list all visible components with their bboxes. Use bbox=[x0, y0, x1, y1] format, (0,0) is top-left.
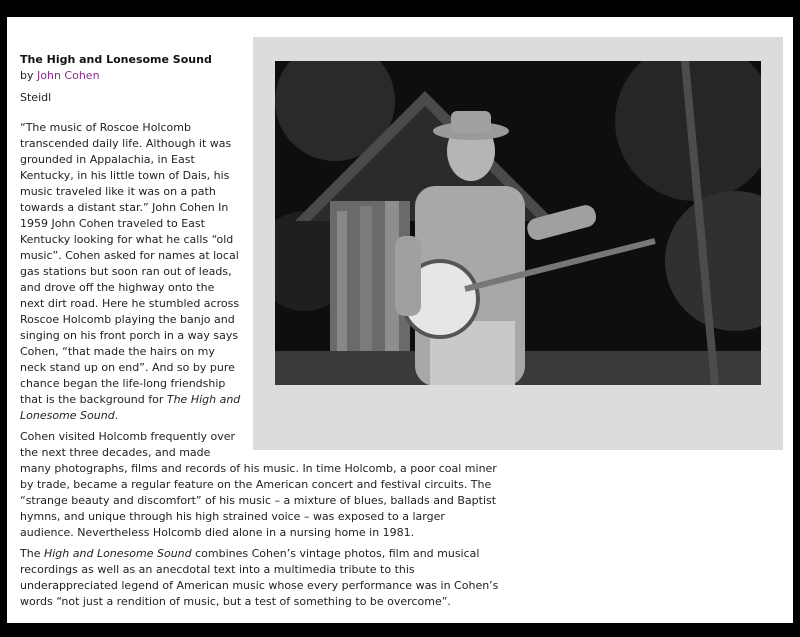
paragraph-intro-end: . bbox=[114, 409, 119, 422]
publisher: Steidl bbox=[20, 91, 52, 104]
paragraph-summary-title: High and Lonesome Sound bbox=[43, 547, 192, 560]
paragraph-intro-title: The High and Lonesome Sound bbox=[20, 393, 241, 422]
paragraph-summary bbox=[20, 546, 500, 610]
by-prefix: by bbox=[20, 69, 37, 82]
photo-image bbox=[275, 61, 761, 385]
banjo-player-photo bbox=[275, 61, 761, 385]
book-title: The High and Lonesome Sound bbox=[20, 53, 212, 66]
photo-frame bbox=[253, 37, 783, 450]
author-link[interactable]: John Cohen bbox=[37, 69, 100, 82]
paragraph-summary-start: The bbox=[20, 547, 44, 560]
paragraph-history: Cohen visited Holcomb frequently over the next three decades, and made many photographs, films and records of his music. In time Holcomb, a poor coal miner by trade, became a regular feature on the American concert and festival circuits. The “strange beauty and discomfort” of his music – a mixture of blues, ballads and Baptist hymns, and unique through his high strained voice – was exposed to a larger audience. Nevertheless Holcomb died alone in a nursing home in 1981. bbox=[20, 430, 497, 539]
page bbox=[7, 17, 793, 623]
paragraph-summary-text: combines Cohen’s vintage photos, film and musical recordings as well as an anecdotal text into a multimedia tribute to this underappreciated legend of American music whose every performance was in Cohen’s words “not just a rendition of music, but a test of something to be overcome”. bbox=[20, 547, 499, 608]
article bbox=[20, 52, 500, 615]
paragraph-intro-text: “The music of Roscoe Holcomb transcended daily life. Although it was grounded in Appalachia, in East Kentucky, in his little town of Dais, his music traveled like it was on a path towards a distant star.” John Cohen In 1959 John Cohen traveled to East Kentucky looking for what he calls “old music”. Cohen asked for names at local gas stations but soon ran out of leads, and drove off the highway onto the next dirt road. Here he stumbled across Roscoe Holcomb playing the banjo and singing on his front porch in a way says Cohen, “that made the hairs on my neck stand up on end”. And so by pure chance began the life-long friendship that is the background for bbox=[20, 121, 240, 406]
